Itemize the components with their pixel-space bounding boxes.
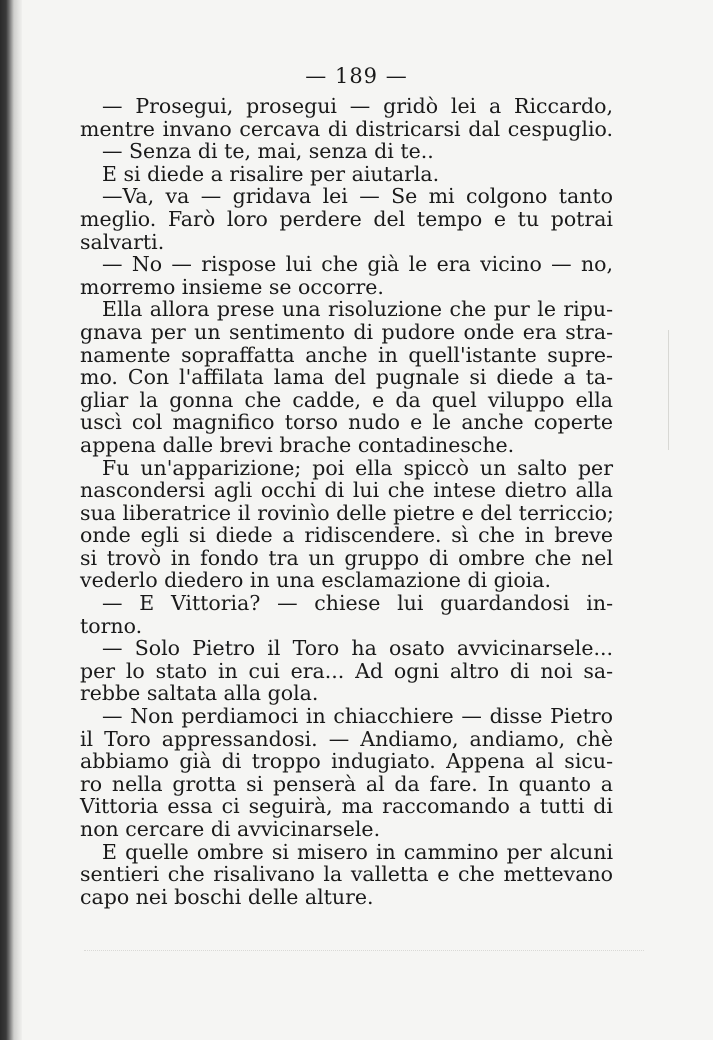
text-line: — E Vittoria? — chiese lui guardandosi in- bbox=[102, 591, 613, 616]
text-line: morremo insieme se occorre. bbox=[80, 274, 384, 299]
text-line: mo. Con l'affilata lama del pugnale si diede a ta- bbox=[80, 365, 613, 390]
text-line: uscì col magnifico torso nudo e le anche coperte bbox=[80, 410, 613, 435]
text-line: non cercare di avvicinarsele. bbox=[80, 817, 381, 841]
text-line: rebbe saltata alla gola. bbox=[80, 681, 319, 706]
text-line: ro nella grotta si penserà al da fare. In quanto a bbox=[80, 771, 613, 796]
text-line: Fu un'apparizione; poi ella spiccò un salto per bbox=[102, 455, 613, 480]
text-line: — Prosegui, prosegui — gridò lei a Riccardo, bbox=[102, 94, 613, 118]
text-line: sentieri che risalivano la valletta e che mettevano bbox=[80, 862, 613, 887]
page-number: — 189 — bbox=[305, 64, 408, 88]
text-line: onde egli si diede a ridiscendere. sì che in breve bbox=[80, 523, 613, 548]
body-text bbox=[80, 95, 613, 908]
text-line: — Non perdiamoci in chiacchiere — disse Pietro bbox=[102, 704, 613, 729]
text-line: per lo stato in cui era... Ad ogni altro di noi sa- bbox=[80, 658, 613, 683]
text-line: sua liberatrice il rovinìo delle pietre e del terriccio; bbox=[80, 500, 614, 525]
text-line: appena dalle brevi brache contadinesche. bbox=[80, 432, 515, 457]
text-line: —Va, va — gridava lei — Se mi colgono tanto bbox=[102, 184, 613, 209]
text-line: salvarti. bbox=[80, 229, 165, 254]
text-line: Vittoria essa ci seguirà, ma raccomando a tutti di bbox=[80, 794, 613, 819]
text-line: gnava per un sentimento di pudore onde era stra- bbox=[80, 319, 613, 344]
text-line: vederlo diedero in una esclamazione di gioia. bbox=[80, 568, 551, 593]
text-line: mentre invano cercava di districarsi dal cespuglio. bbox=[80, 116, 613, 141]
text-line: torno. bbox=[80, 613, 143, 638]
text-line: nascondersi agli occhi di lui che intese dietro alla bbox=[80, 478, 613, 503]
text-line: capo nei boschi delle alture. bbox=[80, 884, 374, 909]
text-line: — No — rispose lui che già le era vicino — no, bbox=[102, 252, 613, 277]
text-line: — Senza di te, mai, senza di te.. bbox=[102, 139, 434, 164]
book-spine-shadow bbox=[0, 0, 22, 1040]
text-line: si trovò in fondo tra un gruppo di ombre che nel bbox=[80, 545, 613, 570]
text-line: namente sopraffatta anche in quell'istante supre- bbox=[80, 342, 613, 367]
page-edge-mark bbox=[668, 330, 669, 450]
text-line: il Toro appressandosi. — Andiamo, andiamo, chè bbox=[80, 726, 613, 751]
text-line: E si diede a risalire per aiutarla. bbox=[102, 161, 440, 186]
text-line: abbiamo già di troppo indugiato. Appena al sicu- bbox=[80, 749, 613, 774]
text-line: Ella allora prese una risoluzione che pur le ripu- bbox=[102, 297, 613, 322]
text-line: — Solo Pietro il Toro ha osato avvicinarsele... bbox=[102, 636, 613, 661]
text-line: E quelle ombre si misero in cammino per alcuni bbox=[102, 839, 613, 864]
text-line: gliar la gonna che cadde, e da quel viluppo ella bbox=[80, 387, 613, 412]
text-line: meglio. Farò loro perdere del tempo e tu potrai bbox=[80, 206, 613, 231]
footer-rule bbox=[84, 930, 644, 951]
